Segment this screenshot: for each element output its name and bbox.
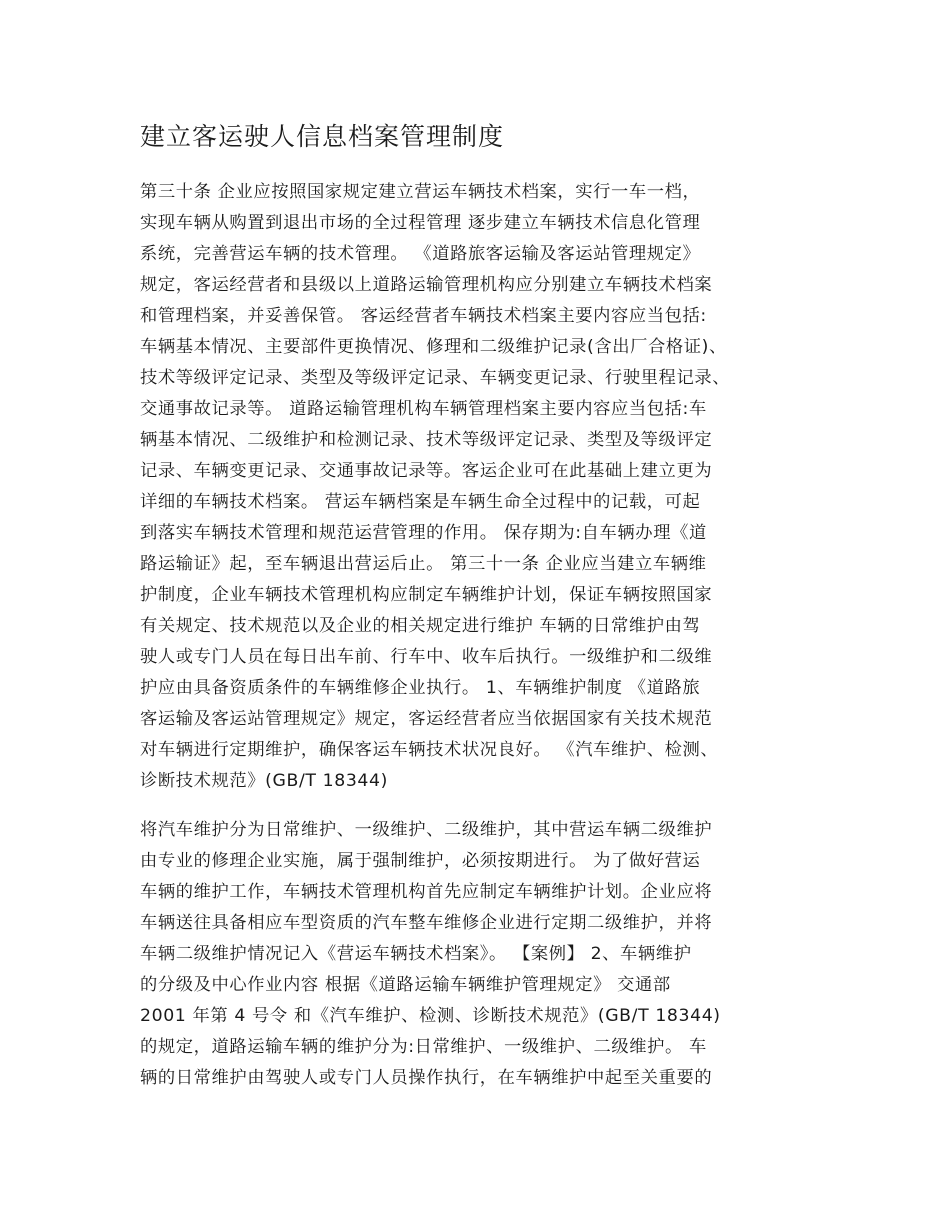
text-line: 客运输及客运站管理规定》规定，客运经营者应当依据国家有关技术规范 [140, 709, 713, 729]
paragraph-1 [140, 177, 820, 797]
text-line: 系统，完善营运车辆的技术管理。 《道路旅客运输及客运站管理规定》 [140, 244, 701, 264]
text-line: 辆基本情况、二级维护和检测记录、技术等级评定记录、类型及等级评定 [140, 430, 713, 450]
text-line: 技术等级评定记录、类型及等级评定记录、车辆变更记录、行驶里程记录、 [140, 368, 731, 388]
text-line: 对车辆进行定期维护，确保客运车辆技术状况良好。 《汽车维护、检测、 [140, 740, 719, 760]
text-line: 路运输证》起，至车辆退出营运后止。 第三十一条 企业应当建立车辆维 [140, 554, 707, 574]
text-line: 2001 年第 4 号令 和《汽车维护、检测、诊断技术规范》(GB/T 18344) [140, 1006, 721, 1026]
text-line: 的规定，道路运输车辆的维护分为:日常维护、一级维护、二级维护。 车 [140, 1037, 707, 1057]
text-line: 辆的日常维护由驾驶人或专门人员操作执行，在车辆维护中起至关重要的 [140, 1068, 713, 1088]
text-line: 到落实车辆技术管理和规范运营管理的作用。 保存期为:自车辆办理《道 [140, 523, 707, 543]
text-line: 规定，客运经营者和县级以上道路运输管理机构应分别建立车辆技术档案 [140, 275, 713, 295]
text-line: 实现车辆从购置到退出市场的全过程管理 逐步建立车辆技术信息化管理 [140, 213, 701, 233]
text-line: 的分级及中心作业内容 根据《道路运输车辆维护管理规定》 交通部 [140, 975, 671, 995]
text-line: 由专业的修理企业实施，属于强制维护，必须按期进行。 为了做好营运 [140, 851, 701, 871]
text-line: 将汽车维护分为日常维护、一级维护、二级维护，其中营运车辆二级维护 [140, 820, 713, 840]
text-line: 护制度，企业车辆技术管理机构应制定车辆维护计划，保证车辆按照国家 [140, 585, 713, 605]
text-line: 车辆的维护工作，车辆技术管理机构首先应制定车辆维护计划。企业应将 [140, 882, 713, 902]
text-line: 车辆基本情况、主要部件更换情况、修理和二级维护记录(含出厂合格证)、 [140, 337, 727, 357]
text-line: 和管理档案，并妥善保管。 客运经营者车辆技术档案主要内容应当包括: [140, 306, 707, 326]
paragraph-2 [140, 815, 820, 1094]
text-line: 驶人或专门人员在每日出车前、行车中、收车后执行。一级维护和二级维 [140, 647, 713, 667]
document-title: 建立客运驶人信息档案管理制度 [140, 122, 505, 151]
text-line: 有关规定、技术规范以及企业的相关规定进行维护 车辆的日常维护由驾 [140, 616, 701, 636]
text-line: 记录、车辆变更记录、交通事故记录等。客运企业可在此基础上建立更为 [140, 461, 713, 481]
text-line: 车辆送往具备相应车型资质的汽车整车维修企业进行定期二级维护，并将 [140, 913, 713, 933]
text-line: 护应由具备资质条件的车辆维修企业执行。 1、车辆维护制度 《道路旅 [140, 678, 701, 698]
text-line: 交通事故记录等。 道路运输管理机构车辆管理档案主要内容应当包括:车 [140, 399, 707, 419]
text-line: 诊断技术规范》(GB/T 18344) [140, 771, 388, 791]
text-line: 详细的车辆技术档案。 营运车辆档案是车辆生命全过程中的记载，可起 [140, 492, 701, 512]
text-line: 车辆二级维护情况记入《营运车辆技术档案》。 【案例】 2、车辆维护 [140, 944, 692, 964]
text-line: 第三十条 企业应按照国家规定建立营运车辆技术档案，实行一车一档， [140, 182, 701, 202]
